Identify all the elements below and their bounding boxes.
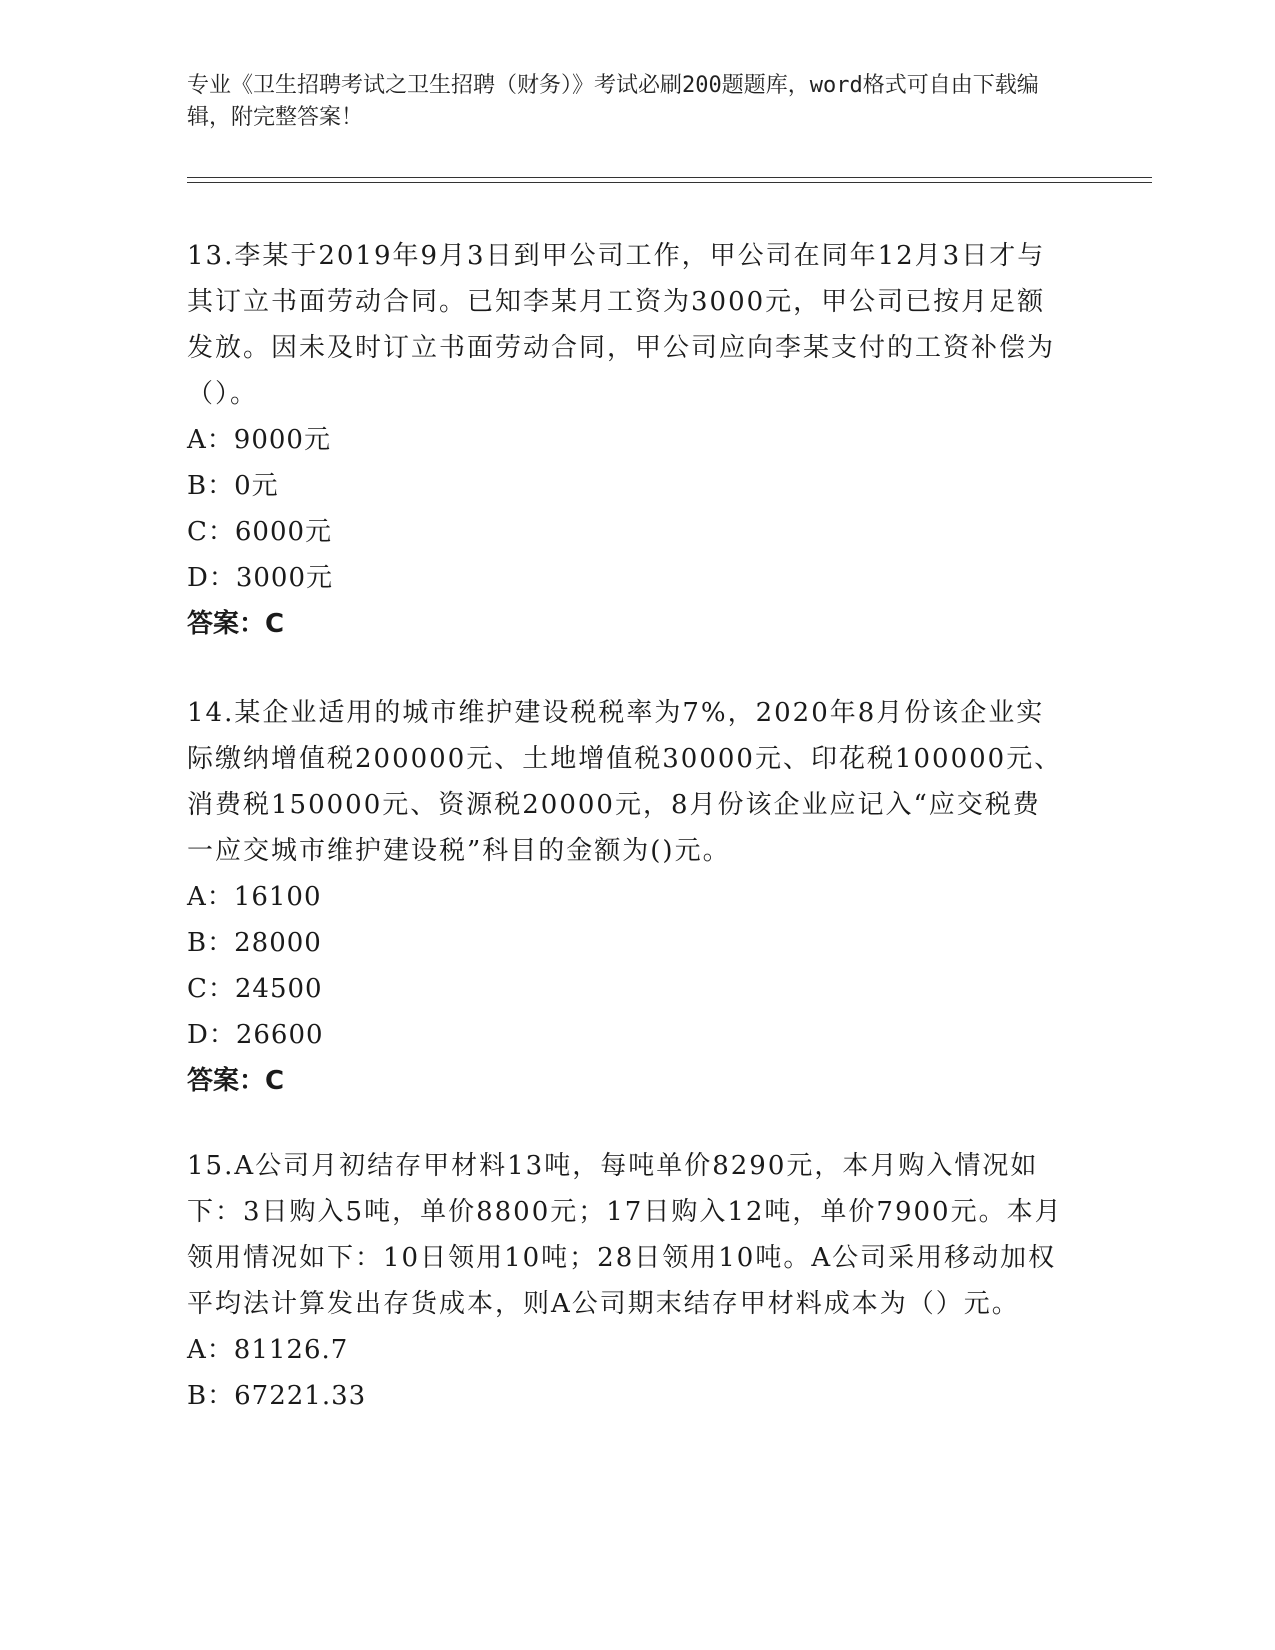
option-d: D：26600	[187, 1020, 324, 1050]
question-stem: 15.A公司月初结存甲材料13吨，每吨单价8290元，本月购入情况如下：3日购入5吨，单价8800元；17日购入12吨，单价7900元。本月领用情况如下：10日领用10吨；28日领用10吨。A公司采用移动加权平均法计算发出存货成本，则A公司期末结存甲材料成本为（）元。	[187, 1151, 1063, 1319]
option-b: B：28000	[187, 928, 322, 958]
option-b: B：67221.33	[187, 1381, 367, 1411]
answer: 答案：C	[187, 609, 285, 639]
question-stem: 14.某企业适用的城市维护建设税税率为7%，2020年8月份该企业实际缴纳增值税200000元、土地增值税30000元、印花税100000元、消费税150000元、资源税20000元，8月份该企业应记入“应交税费一应交城市维护建设税”科目的金额为()元。	[187, 698, 1063, 866]
answer: 答案：C	[187, 1066, 285, 1096]
question-13	[187, 233, 1067, 647]
header-divider-top	[187, 177, 1152, 178]
option-a: A：16100	[187, 882, 322, 912]
question-15	[187, 1143, 1067, 1419]
header-divider-bottom	[187, 182, 1152, 183]
option-c: C：6000元	[187, 517, 333, 547]
question-14	[187, 690, 1067, 1104]
option-c: C：24500	[187, 974, 323, 1004]
question-stem: 13.李某于2019年9月3日到甲公司工作，甲公司在同年12月3日才与其订立书面劳动合同。已知李某月工资为3000元，甲公司已按月足额发放。因未及时订立书面劳动合同，甲公司应向李某支付的工资补偿为（）。	[187, 241, 1056, 409]
option-a: A：9000元	[187, 425, 331, 455]
option-a: A：81126.7	[187, 1335, 349, 1365]
option-d: D：3000元	[187, 563, 334, 593]
document-header: 专业《卫生招聘考试之卫生招聘（财务）》考试必刷200题题库，word格式可自由下载编辑，附完整答案！	[187, 73, 1039, 130]
option-b: B：0元	[187, 471, 279, 501]
